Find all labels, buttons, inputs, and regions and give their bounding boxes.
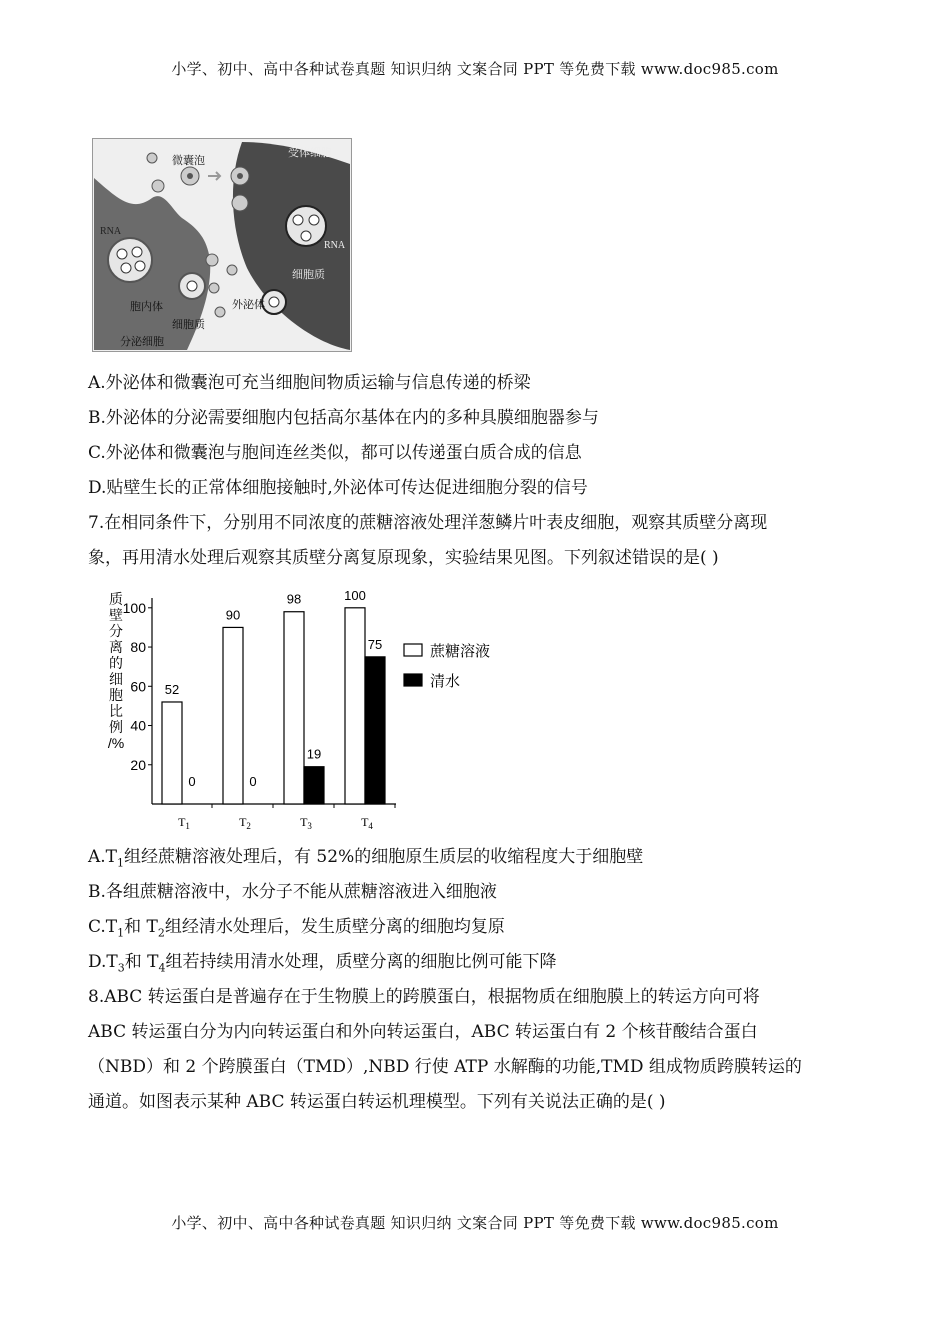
x-tick-label: $T_4$ (361, 815, 373, 831)
q7-option-d: $D.T_3$和 $T_4$组若持续用清水处理，质壁分离的细胞比例可能下降 (88, 952, 557, 975)
q8-line4: 通道。如图表示某种 ABC 转运蛋白转运机理模型。下列有关说法正确的是( ) (88, 1092, 666, 1112)
label-rna-left: RNA (100, 226, 122, 237)
page-header: 小学、初中、高中各种试卷真题 知识归纳 文案合同 PPT 等免费下载 www.doc985.com (171, 60, 779, 78)
bar-water (365, 657, 385, 804)
y-axis-label-char: 例 (109, 719, 123, 735)
y-axis-label-char: 分 (109, 623, 123, 639)
y-tick-label: 80 (130, 639, 146, 656)
label-exosome: 外泌体 (232, 299, 265, 311)
label-vesicle: 微囊泡 (172, 155, 205, 167)
q7-stem-line2: 象，再用清水处理后观察其质壁分离复原现象，实验结果见图。下列叙述错误的是( ) (88, 548, 719, 568)
label-cytoplasm-right: 细胞质 (292, 269, 325, 281)
data-label: 75 (367, 636, 383, 652)
legend-swatch (404, 674, 422, 686)
exosome-diagram (92, 138, 352, 352)
label-secreting: 分泌细胞 (120, 336, 164, 348)
q7-option-b: B.各组蔗糖溶液中，水分子不能从蔗糖溶液进入细胞液 (88, 882, 497, 902)
y-tick-label: 20 (130, 756, 146, 773)
y-axis-label-char: 壁 (109, 607, 123, 623)
label-cytoplasm-left: 细胞质 (172, 319, 205, 331)
bar-sucrose (162, 702, 182, 804)
data-label: 0 (188, 774, 196, 789)
label-rna-right: RNA (324, 240, 346, 251)
x-tick-label: $T_3$ (300, 815, 312, 831)
x-tick-label: $T_1$ (178, 815, 190, 831)
q8-line3: （NBD）和 2 个跨膜蛋白（TMD）,NBD 行使 ATP 水解酶的功能,TMD 组成物质跨膜转运的 (88, 1057, 802, 1077)
q7-option-a: $A.T_1$组经蔗糖溶液处理后，有 52%的细胞原生质层的收缩程度大于细胞壁 (88, 847, 644, 870)
legend-label: 蔗糖溶液 (430, 643, 491, 660)
data-label: 100 (344, 588, 366, 603)
y-tick-label: 40 (130, 717, 146, 734)
q6-option-c: C.外泌体和微囊泡与胞间连丝类似，都可以传递蛋白质合成的信息 (88, 443, 582, 463)
y-axis-label-char: 胞 (109, 687, 123, 703)
q8-line1: 8.ABC 转运蛋白是普遍存在于生物膜上的跨膜蛋白，根据物质在细胞膜上的转运方向可将 (88, 987, 760, 1007)
legend-label: 清水 (430, 673, 461, 690)
bar-chart (96, 588, 516, 833)
data-label: 0 (249, 774, 257, 789)
y-tick-label: 60 (130, 678, 146, 695)
data-label: 90 (225, 607, 241, 623)
y-axis-label-char: 的 (109, 655, 123, 671)
bar-sucrose (345, 608, 365, 804)
bar-sucrose (284, 612, 304, 804)
y-axis-label-char: /% (107, 735, 125, 751)
bar-sucrose (223, 627, 243, 804)
q8-line2: ABC 转运蛋白分为内向转运蛋白和外向转运蛋白，ABC 转运蛋白有 2 个核苷酸结合蛋白 (88, 1022, 758, 1042)
y-axis-label-char: 比 (109, 703, 123, 719)
y-axis-label-char: 质 (109, 591, 123, 607)
data-label: 98 (286, 591, 302, 607)
q6-option-b: B.外泌体的分泌需要细胞内包括高尔基体在内的多种具膜细胞器参与 (88, 408, 599, 428)
legend-swatch (404, 644, 422, 656)
page-footer: 小学、初中、高中各种试卷真题 知识归纳 文案合同 PPT 等免费下载 www.doc985.com (171, 1214, 779, 1232)
q6-option-a: A.外泌体和微囊泡可充当细胞间物质运输与信息传递的桥梁 (88, 373, 531, 393)
bar-water (304, 767, 324, 804)
data-label: 52 (164, 681, 180, 697)
x-tick-label: $T_2$ (239, 815, 251, 831)
y-axis-label-char: 细 (109, 671, 123, 687)
data-label: 19 (306, 746, 322, 762)
y-axis-label-char: 离 (109, 639, 123, 655)
y-tick-label: 100 (122, 599, 146, 616)
q6-option-d: D.贴壁生长的正常体细胞接触时,外泌体可传达促进细胞分裂的信号 (88, 478, 588, 498)
q7-stem-line1: 7.在相同条件下，分别用不同浓度的蔗糖溶液处理洋葱鳞片叶表皮细胞，观察其质壁分离现 (88, 513, 768, 533)
label-receiver: 受体细胞 (288, 147, 332, 159)
q7-option-c: $C.T_1$和 $T_2$组经清水处理后，发生质壁分离的细胞均复原 (88, 917, 505, 940)
label-endosome: 胞内体 (130, 301, 163, 313)
